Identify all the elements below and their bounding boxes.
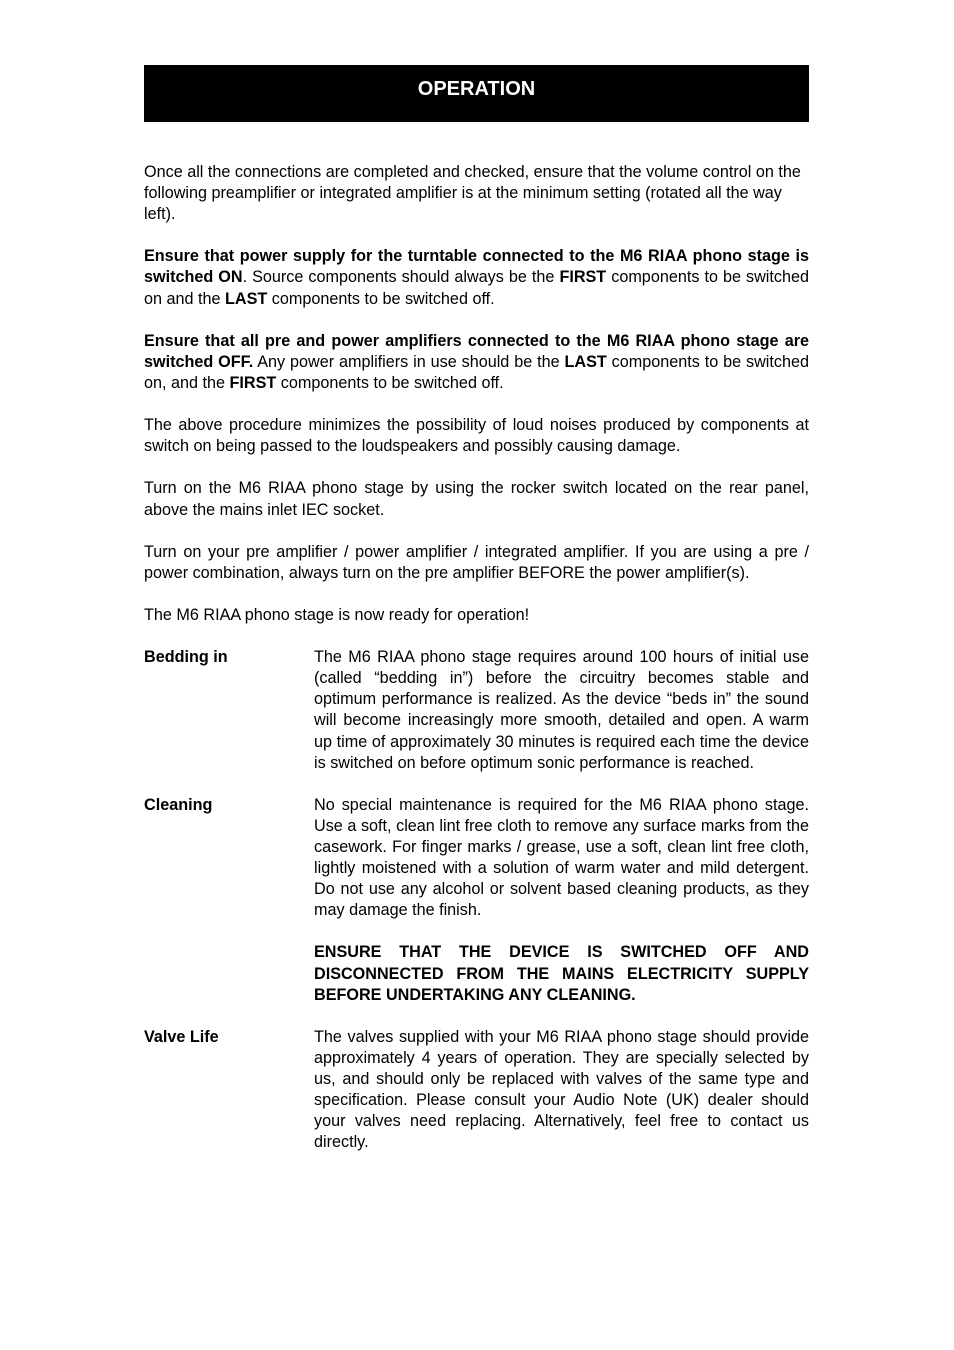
amplifier-power-instruction: Ensure that all pre and power amplifiers connected to the M6 RIAA phono stage are switched OFF. [144, 331, 809, 371]
valve-life-text: The valves supplied with your M6 RIAA phono stage should provide approximately 4 years of operation. They are specially selected by us, and should only be replaced with valves of the same type and specification. Please consult your Audio Note (UK) dealer should your valves need replacing. Alternatively, feel free to contact us directly. [314, 1027, 809, 1152]
cleaning-heading: Cleaning [144, 795, 213, 814]
amplifier-power-paragraph: Ensure that all pre and power amplifiers connected to the M6 RIAA phono stage are switched OFF. Any power amplifiers in use should be the LAST components to be switched on, and the FIRST components to be switched off. [144, 331, 809, 392]
bedding-in-text: The M6 RIAA phono stage requires around 100 hours of initial use (called “bedding in”) before the circuitry becomes stable and optimum performance is realized. As the device “beds in” the sound will become increasingly more smooth, detailed and open. A warm up time of approximately 30 minutes is required each time the device is switched on before optimum sonic performance is reached. [314, 648, 809, 772]
valve-life-section [144, 1027, 809, 1154]
valve-life-heading: Valve Life [144, 1027, 219, 1046]
turn-on-phono-paragraph: Turn on the M6 RIAA phono stage by using the rocker switch located on the rear panel, above the mains inlet IEC socket. [144, 479, 809, 519]
ready-paragraph: The M6 RIAA phono stage is now ready for operation! [144, 605, 530, 624]
document-body [144, 162, 809, 1153]
section-title-banner [144, 65, 809, 122]
intro-paragraph: Once all the connections are completed and checked, ensure that the volume control on the following preamplifier or integrated amplifier is at the minimum setting (rotated all the way left). [144, 163, 801, 224]
turntable-power-instruction: Ensure that power supply for the turntable connected to the M6 RIAA phono stage is switched ON [144, 247, 809, 287]
turn-on-amplifier-paragraph: Turn on your pre amplifier / power amplifier / integrated amplifier. If you are using a pre / power combination, always turn on the pre amplifier BEFORE the power amplifier(s). [144, 542, 809, 582]
turntable-power-paragraph: Ensure that power supply for the turntable connected to the M6 RIAA phono stage is switched ON. Source components should always be the FIRST components to be switched on and the LAST components to be switched off. [144, 247, 809, 308]
cleaning-warning: ENSURE THAT THE DEVICE IS SWITCHED OFF AND DISCONNECTED FROM THE MAINS ELECTRICITY SUPPLY BEFORE UNDERTAKING ANY CLEANING. [314, 943, 809, 1004]
cleaning-text: No special maintenance is required for the M6 RIAA phono stage. Use a soft, clean lint free cloth to remove any surface marks from the casework. For finger marks / grease, use a soft, clean lint free cloth, lightly moistened with a solution of warm water and mild detergent. Do not use any alcohol or solvent based cleaning products, as they may damage the finish. [314, 795, 809, 920]
bedding-in-section [144, 647, 809, 774]
page-title: OPERATION [417, 78, 536, 100]
bedding-in-heading: Bedding in [144, 648, 228, 667]
cleaning-section [144, 795, 809, 1006]
document-page [144, 65, 809, 1175]
procedure-paragraph: The above procedure minimizes the possibility of loud noises produced by components at switch on being passed to the loudspeakers and possibly causing damage. [144, 416, 809, 456]
